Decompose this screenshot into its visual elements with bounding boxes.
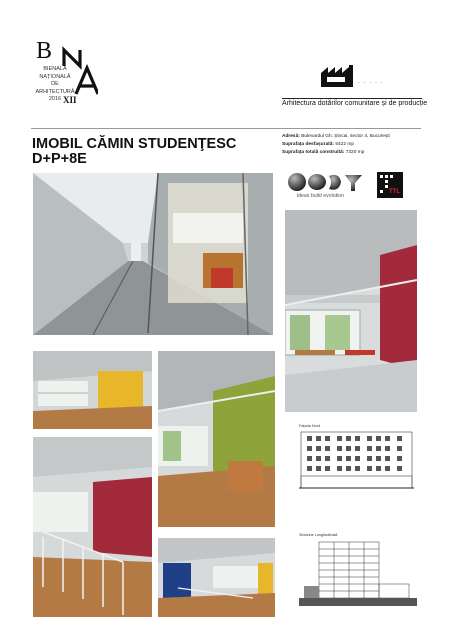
title-line-2: D+P+8E — [32, 151, 87, 167]
title-line-1: IMOBIL CĂMIN STUDENŢESC — [32, 136, 237, 152]
section-label: Secțiune Longitudinală — [299, 533, 338, 537]
factory-icon — [321, 65, 355, 87]
photo-blue-wall — [158, 538, 275, 617]
photo-staircase — [33, 437, 152, 617]
project-info — [282, 133, 442, 157]
category-label: Arhitectura dotărilor comunitare și de producție — [282, 100, 428, 107]
category-dots: · · · · · — [358, 80, 384, 86]
info-area-built: Suprafața desfașurată: 5422 mp — [282, 142, 354, 147]
bna-letter-b: B — [36, 38, 53, 64]
sponsor-shapes-logo — [287, 172, 363, 192]
facade-label: Fațada Nord — [299, 424, 321, 428]
bna-text-line: DE — [51, 81, 59, 88]
bna-text-line: NAȚIONALĂ — [39, 73, 71, 80]
sponsor-tagline: ideas build evolution — [297, 193, 345, 199]
category-divider — [282, 98, 422, 99]
photo-yellow-wall — [33, 351, 152, 429]
info-area-total: Suprafața totală construită: 7320 mp — [282, 150, 365, 155]
bna-letter-n — [64, 50, 80, 66]
bna-text-line: ARHITECTURĂ — [35, 88, 75, 95]
section-drawing — [299, 538, 417, 610]
photo-corridor — [33, 173, 273, 335]
bna-text-line: 2016 — [48, 96, 62, 103]
project-title — [32, 137, 272, 167]
bna-logo-text — [20, 66, 90, 104]
photo-green-wall — [158, 351, 275, 527]
photo-red-wall — [285, 210, 417, 412]
bna-edition: XII — [63, 95, 77, 105]
info-address: Adresă: Bulevardul Gh. Șincai, sector 4, București — [282, 134, 390, 139]
bna-text-line: BIENALA — [43, 66, 67, 72]
header-rule — [31, 128, 421, 129]
facade-drawing — [299, 430, 414, 492]
ttl-label: TTL — [389, 189, 400, 195]
